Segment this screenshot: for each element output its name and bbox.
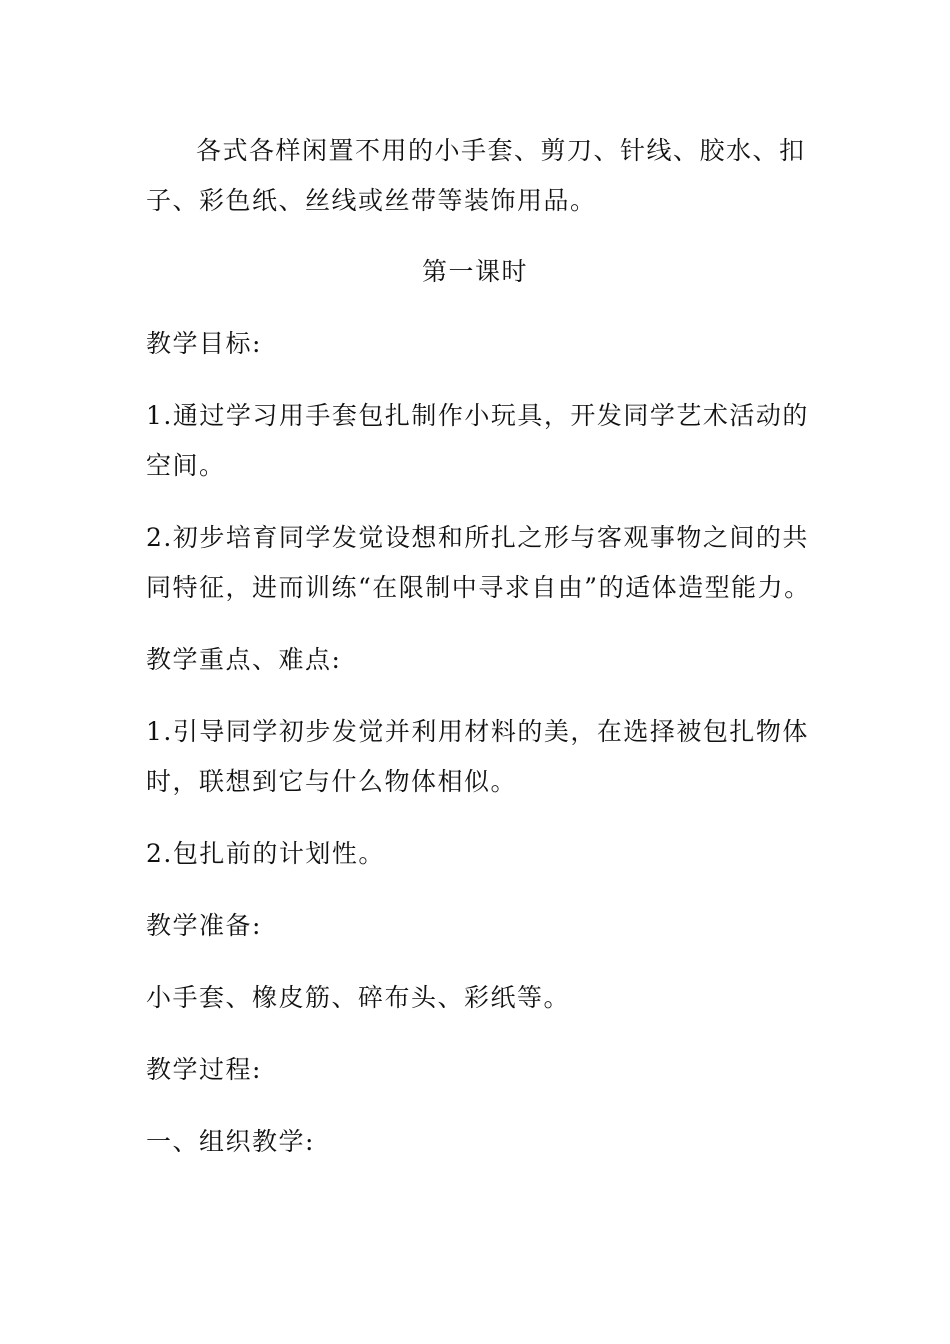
intro-line-2: 子、彩色纸、丝线或丝带等装饰用品。 bbox=[146, 186, 597, 215]
key-points-heading: 教学重点、难点: bbox=[146, 645, 342, 674]
objective-1-line-2: 空间。 bbox=[146, 451, 226, 480]
key-point-1-line-2: 时，联想到它与什么物体相似。 bbox=[146, 767, 518, 796]
intro-line-1: 各式各样闲置不用的小手套、剪刀、针线、胶水、扣 bbox=[196, 136, 806, 165]
preparation-text: 小手套、橡皮筋、碎布头、彩纸等。 bbox=[146, 983, 571, 1012]
preparation-heading: 教学准备: bbox=[146, 911, 262, 940]
process-heading: 教学过程: bbox=[146, 1055, 262, 1084]
objective-2-line-1: 2.初步培育同学发觉设想和所扎之形与客观事物之间的共 bbox=[146, 523, 809, 552]
lesson-title: 第一课时 bbox=[421, 257, 528, 286]
key-point-1-line-1: 1.引导同学初步发觉并利用材料的美，在选择被包扎物体 bbox=[146, 717, 809, 746]
process-step-1: 一、组织教学: bbox=[146, 1127, 315, 1156]
objectives-heading: 教学目标: bbox=[146, 329, 262, 358]
objective-1-line-1: 1.通过学习用手套包扎制作小玩具，开发同学艺术活动的 bbox=[146, 401, 809, 430]
objective-2-line-2: 同特征，进而训练“在限制中寻求自由”的适体造型能力。 bbox=[146, 573, 811, 602]
key-point-2: 2.包扎前的计划性。 bbox=[146, 839, 385, 868]
